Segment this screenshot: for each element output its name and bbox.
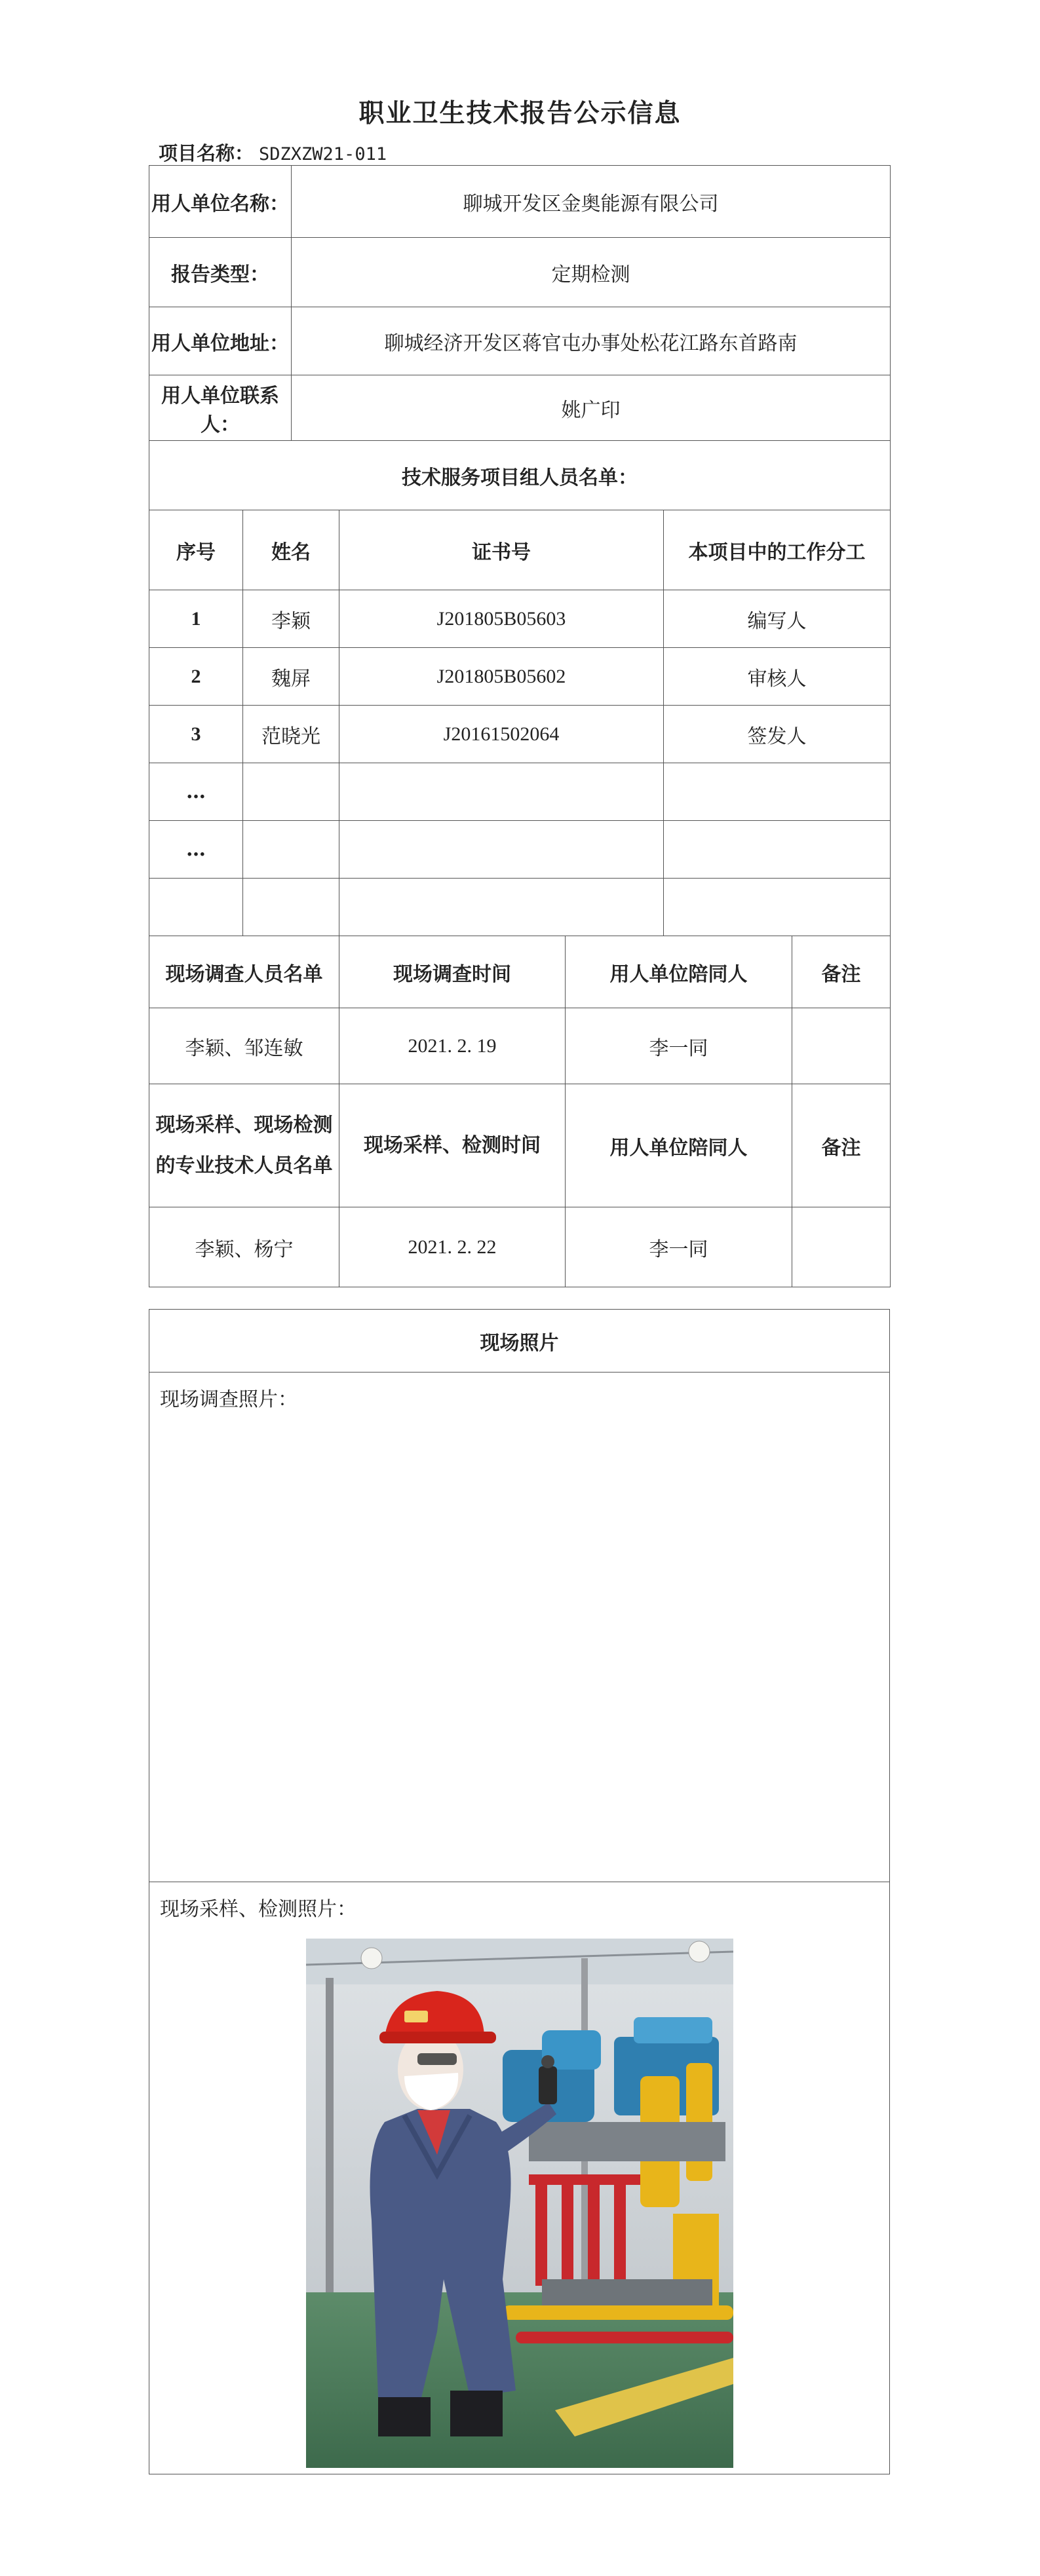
document-title: 职业卫生技术报告公示信息 xyxy=(358,98,682,128)
sampling-header-remark: 备注 xyxy=(792,1084,891,1207)
sampling-photo-image xyxy=(306,1939,733,2468)
sampling-photo-cell xyxy=(149,1882,890,2474)
team-cell-cert xyxy=(339,763,664,821)
sampling-remark xyxy=(792,1207,891,1287)
team-cell-index xyxy=(149,879,243,936)
team-cell-role: 审核人 xyxy=(664,648,891,706)
sampling-staff: 李颖、杨宁 xyxy=(149,1207,339,1287)
team-row xyxy=(149,821,891,879)
team-header-name: 姓名 xyxy=(243,510,339,590)
team-row xyxy=(149,590,891,648)
team-cell-index: … xyxy=(149,821,243,879)
survey-time: 2021. 2. 19 xyxy=(339,1008,566,1084)
team-cell-name: 李颖 xyxy=(243,590,339,648)
survey-header-remark: 备注 xyxy=(792,936,891,1008)
report-info-table xyxy=(149,165,891,1287)
team-cell-name xyxy=(243,763,339,821)
address-value: 聊城经济开发区蒋官屯办事处松花江路东首路南 xyxy=(292,307,891,375)
sampling-time: 2021. 2. 22 xyxy=(339,1207,566,1287)
team-cell-cert xyxy=(339,879,664,936)
team-cell-index: 1 xyxy=(149,590,243,648)
info-row-address xyxy=(149,307,891,375)
sampling-row xyxy=(149,1207,891,1287)
sampling-photo-label: 现场采样、检测照片： xyxy=(160,1898,356,1921)
project-name-label: 项目名称： xyxy=(159,142,254,164)
team-cell-index: … xyxy=(149,763,243,821)
team-row xyxy=(149,648,891,706)
survey-escort: 李一同 xyxy=(566,1008,792,1084)
team-cell-name xyxy=(243,879,339,936)
team-cell-cert: J201805B05603 xyxy=(339,590,664,648)
survey-photo-cell xyxy=(149,1373,890,1882)
team-row xyxy=(149,763,891,821)
contact-label: 用人单位联系人： xyxy=(149,375,292,441)
team-header-row xyxy=(149,510,891,590)
team-cell-role xyxy=(664,763,891,821)
team-header-role: 本项目中的工作分工 xyxy=(664,510,891,590)
sampling-photo xyxy=(306,1939,733,2468)
report-type-label: 报告类型： xyxy=(149,238,292,307)
team-cell-role xyxy=(664,879,891,936)
company-value: 聊城开发区金奥能源有限公司 xyxy=(292,166,891,238)
sampling-header-escort: 用人单位陪同人 xyxy=(566,1084,792,1207)
survey-row xyxy=(149,1008,891,1084)
team-cell-cert: J201805B05602 xyxy=(339,648,664,706)
team-row xyxy=(149,706,891,763)
team-cell-role xyxy=(664,821,891,879)
team-cell-role: 编写人 xyxy=(664,590,891,648)
address-label: 用人单位地址： xyxy=(149,307,292,375)
survey-remark xyxy=(792,1008,891,1084)
info-row-report-type xyxy=(149,238,891,307)
team-cell-name: 魏屏 xyxy=(243,648,339,706)
photos-title: 现场照片 xyxy=(149,1310,890,1373)
project-name-value: SDZXZW21-011 xyxy=(259,144,387,164)
sampling-escort: 李一同 xyxy=(566,1207,792,1287)
team-header-cert: 证书号 xyxy=(339,510,664,590)
team-cell-name: 范晓光 xyxy=(243,706,339,763)
team-header-index: 序号 xyxy=(149,510,243,590)
info-row-company xyxy=(149,166,891,238)
survey-header-time: 现场调查时间 xyxy=(339,936,566,1008)
contact-value: 姚广印 xyxy=(292,375,891,441)
company-label: 用人单位名称： xyxy=(149,166,292,238)
report-type-value: 定期检测 xyxy=(292,238,891,307)
sampling-header-staff: 现场采样、现场检测的专业技术人员名单 xyxy=(149,1084,339,1207)
team-cell-cert xyxy=(339,821,664,879)
sampling-header-row xyxy=(149,1084,891,1207)
survey-header-escort: 用人单位陪同人 xyxy=(566,936,792,1008)
team-cell-name xyxy=(243,821,339,879)
photos-table xyxy=(149,1309,890,2474)
team-title: 技术服务项目组人员名单： xyxy=(149,441,891,510)
sampling-header-time: 现场采样、检测时间 xyxy=(339,1084,566,1207)
team-row xyxy=(149,879,891,936)
survey-photo-label: 现场调查照片： xyxy=(160,1388,298,1411)
team-cell-index: 3 xyxy=(149,706,243,763)
survey-header-row xyxy=(149,936,891,1008)
survey-staff: 李颖、邹连敏 xyxy=(149,1008,339,1084)
info-row-contact xyxy=(149,375,891,441)
project-name xyxy=(159,139,387,166)
team-cell-cert: J20161502064 xyxy=(339,706,664,763)
survey-header-staff: 现场调查人员名单 xyxy=(149,936,339,1008)
team-cell-index: 2 xyxy=(149,648,243,706)
team-cell-role: 签发人 xyxy=(664,706,891,763)
